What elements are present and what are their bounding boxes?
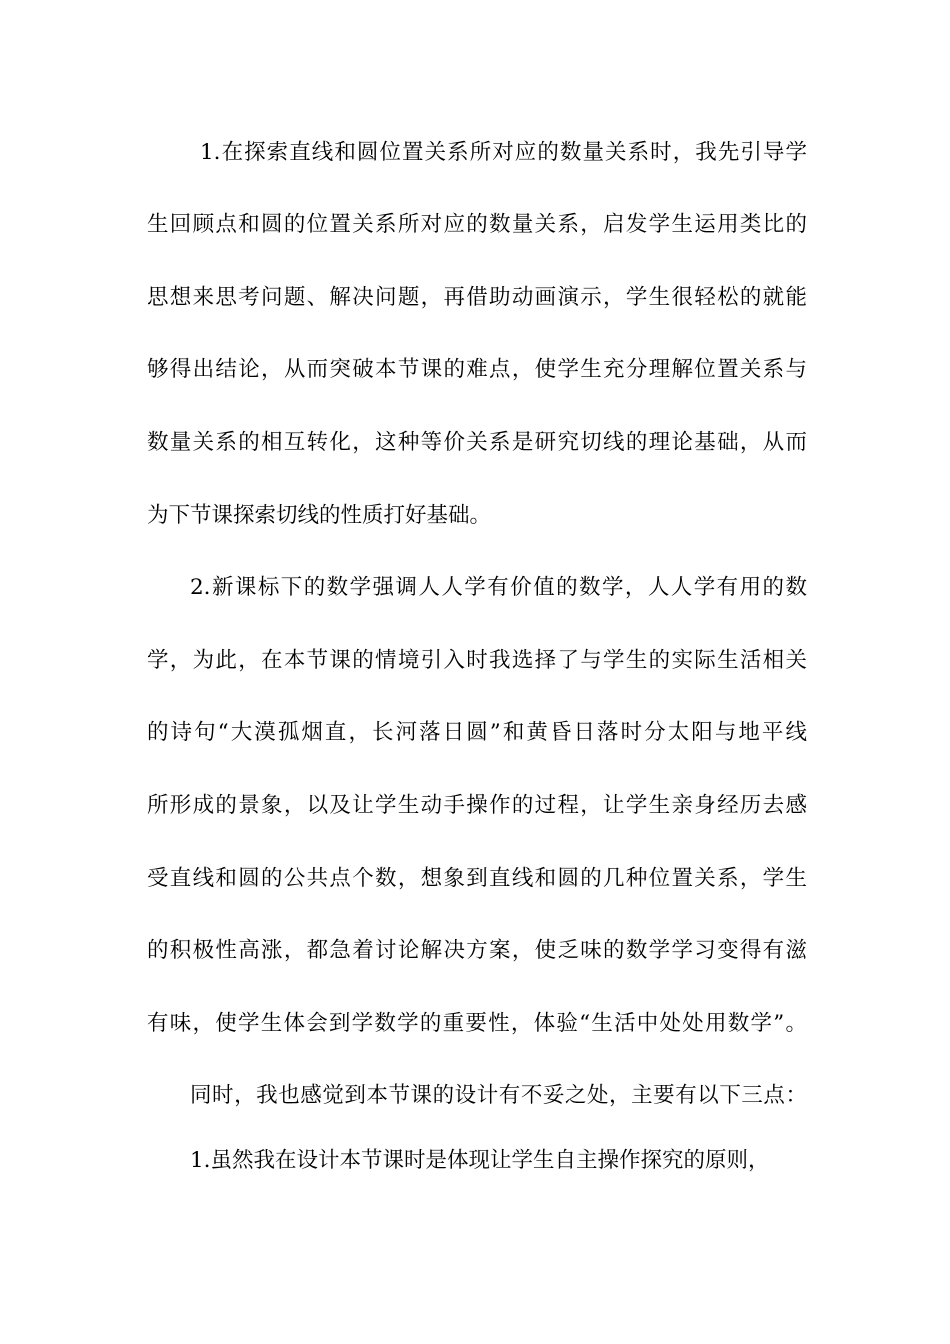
paragraph-3-line-1: 同时，我也感觉到本节课的设计有不妥之处，主要有以下三点： <box>190 1083 807 1108</box>
paragraph-2-line-6: 的积极性高涨，都急着讨论解决方案，使乏味的数学学习变得有滋 <box>147 938 807 963</box>
paragraph-2-line-7: 有味，使学生体会到学数学的重要性，体验“生活中处处用数学”。 <box>147 1011 807 1036</box>
paragraph-1-line-6: 为下节课探索切线的性质打好基础。 <box>147 503 492 528</box>
paragraph-2-line-5: 受直线和圆的公共点个数，想象到直线和圆的几种位置关系，学生 <box>147 866 807 891</box>
paragraph-1-line-3: 思想来思考问题、解决问题，再借助动画演示，学生很轻松的就能 <box>147 285 807 310</box>
paragraph-2-line-3: 的诗句“大漠孤烟直，长河落日圆”和黄昏日落时分太阳与地平线 <box>147 720 807 745</box>
paragraph-2-line-4: 所形成的景象，以及让学生动手操作的过程，让学生亲身经历去感 <box>147 793 807 818</box>
paragraph-1-line-2: 生回顾点和圆的位置关系所对应的数量关系，启发学生运用类比的 <box>147 212 807 237</box>
paragraph-1-line-4: 够得出结论，从而突破本节课的难点，使学生充分理解位置关系与 <box>147 357 807 382</box>
paragraph-2-line-1: 2.新课标下的数学强调人人学有价值的数学，人人学有用的数 <box>190 575 807 600</box>
paragraph-1-line-1: 1.在探索直线和圆位置关系所对应的数量关系时，我先引导学 <box>200 140 807 165</box>
paragraph-1-line-5: 数量关系的相互转化，这种等价关系是研究切线的理论基础，从而 <box>147 430 807 455</box>
paragraph-4-line-1: 1.虽然我在设计本节课时是体现让学生自主操作探究的原则， <box>190 1148 770 1173</box>
paragraph-2-line-2: 学，为此，在本节课的情境引入时我选择了与学生的实际生活相关 <box>147 648 807 673</box>
